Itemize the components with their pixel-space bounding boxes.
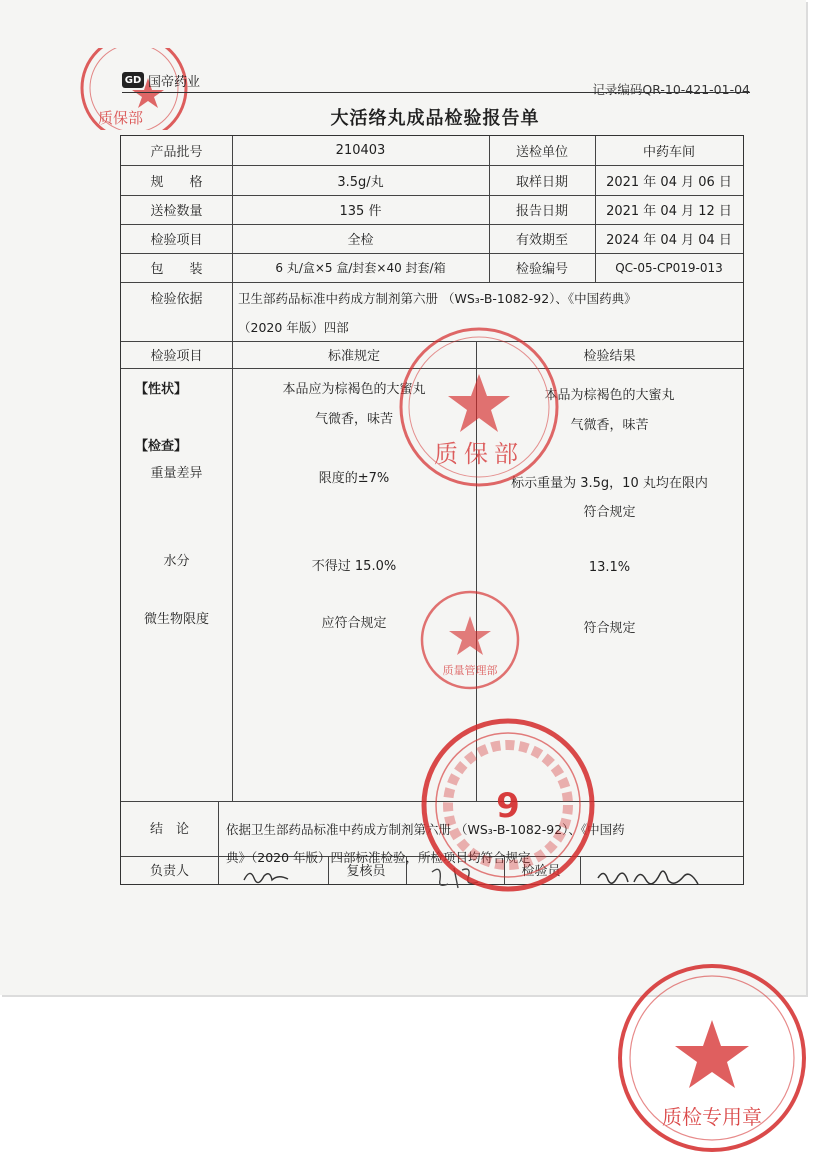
qm-stamp-text: 质量管理部 — [442, 664, 498, 677]
sample-date-value: 2021 年 04 月 06 日 — [606, 174, 732, 190]
logo-mark: GD — [122, 72, 144, 88]
conclusion-line-1: 依据卫生部药品标准中药成方制剂第六册 （WS₃-B-1082-92）、《中国药 — [226, 822, 625, 837]
weight-result-1: 标示重量为 3.5g，10 丸均在限内 — [511, 476, 708, 491]
stamp-text: 质保部 — [98, 109, 144, 127]
character-heading: 【性状】 — [135, 382, 188, 397]
special-seal-text: 质检专用章 — [662, 1105, 762, 1129]
quantity-value: 135 件 — [339, 204, 382, 219]
report-date-label: 报告日期 — [515, 204, 568, 219]
company-logo — [122, 70, 200, 90]
test-no-value: QC-05-CP019-013 — [615, 260, 723, 275]
check-heading: 【检查】 — [135, 439, 188, 454]
sender-value: 中药车间 — [642, 145, 695, 160]
water-label: 水分 — [163, 554, 190, 569]
reviewer-label: 复核员 — [346, 863, 386, 879]
water-standard: 不得过 15.0% — [311, 559, 397, 574]
record-code: 记录编码QR-10-421-01-04 — [592, 82, 750, 97]
weight-label: 重量差异 — [150, 466, 203, 481]
spec-label: 规 格 — [150, 174, 203, 190]
micro-result: 符合规定 — [583, 621, 636, 636]
weight-standard: 限度的±7% — [318, 471, 390, 486]
quality-management-stamp — [414, 588, 526, 692]
header-divider — [122, 92, 750, 93]
col-item-header: 检验项目 — [150, 349, 203, 364]
character-result-1: 本品为棕褐色的大蜜丸 — [544, 388, 675, 403]
expiry-label: 有效期至 — [515, 233, 568, 248]
conclusion-label: 结 论 — [149, 822, 189, 837]
package-label: 包 装 — [150, 262, 203, 277]
report-date-value: 2021 年 04 月 12 日 — [606, 204, 732, 219]
basis-label: 检验依据 — [150, 291, 203, 307]
inspector-signature — [594, 864, 704, 898]
micro-standard: 应符合规定 — [321, 616, 387, 631]
water-result: 13.1% — [588, 560, 631, 575]
quantity-label: 送检数量 — [150, 204, 203, 219]
expiry-value: 2024 年 04 月 04 日 — [606, 233, 732, 248]
inspection-special-seal — [612, 958, 812, 1158]
item-value: 全检 — [347, 233, 374, 248]
col-result-header: 检验结果 — [583, 349, 636, 364]
company-name: 国帝药业 — [148, 74, 201, 90]
batch-value: 210403 — [335, 143, 386, 158]
item-label: 检验项目 — [150, 233, 203, 248]
basis-line-1: 卫生部药品标准中药成方制剂第六册 （WS₃-B-1082-92）、《中国药典》 — [238, 291, 637, 306]
qa-stamp-text: 质保部 — [434, 440, 524, 468]
batch-label: 产品批号 — [150, 145, 203, 160]
sample-date-label: 取样日期 — [515, 174, 568, 190]
weight-result-2: 符合规定 — [583, 505, 636, 520]
package-value: 6 丸/盒×5 盒/封套×40 封套/箱 — [275, 261, 446, 275]
responsible-label: 负责人 — [149, 863, 189, 879]
micro-label: 微生物限度 — [143, 612, 209, 627]
qa-department-stamp — [394, 322, 564, 492]
col-standard-header: 标准规定 — [327, 349, 380, 364]
basis-line-2: （2020 年版）四部 — [238, 320, 349, 335]
company-seal — [418, 715, 598, 895]
report-title: 大活络丸成品检验报告单 — [330, 108, 540, 129]
character-standard-2: 气微香，味苦 — [314, 412, 393, 427]
character-standard-1: 本品应为棕褐色的大蜜丸 — [282, 382, 426, 397]
inspector-label: 检验员 — [521, 863, 561, 879]
conclusion-line-2: 典》（2020 年版）四部标准检验，所检项目均符合规定 — [226, 850, 531, 865]
test-no-label: 检验编号 — [515, 262, 568, 277]
sender-label: 送检单位 — [515, 145, 568, 160]
character-result-2: 气微香，味苦 — [570, 418, 649, 433]
responsible-signature — [242, 866, 292, 890]
spec-value: 3.5g/丸 — [337, 174, 384, 190]
company-seal-mark: 9 — [496, 786, 520, 826]
